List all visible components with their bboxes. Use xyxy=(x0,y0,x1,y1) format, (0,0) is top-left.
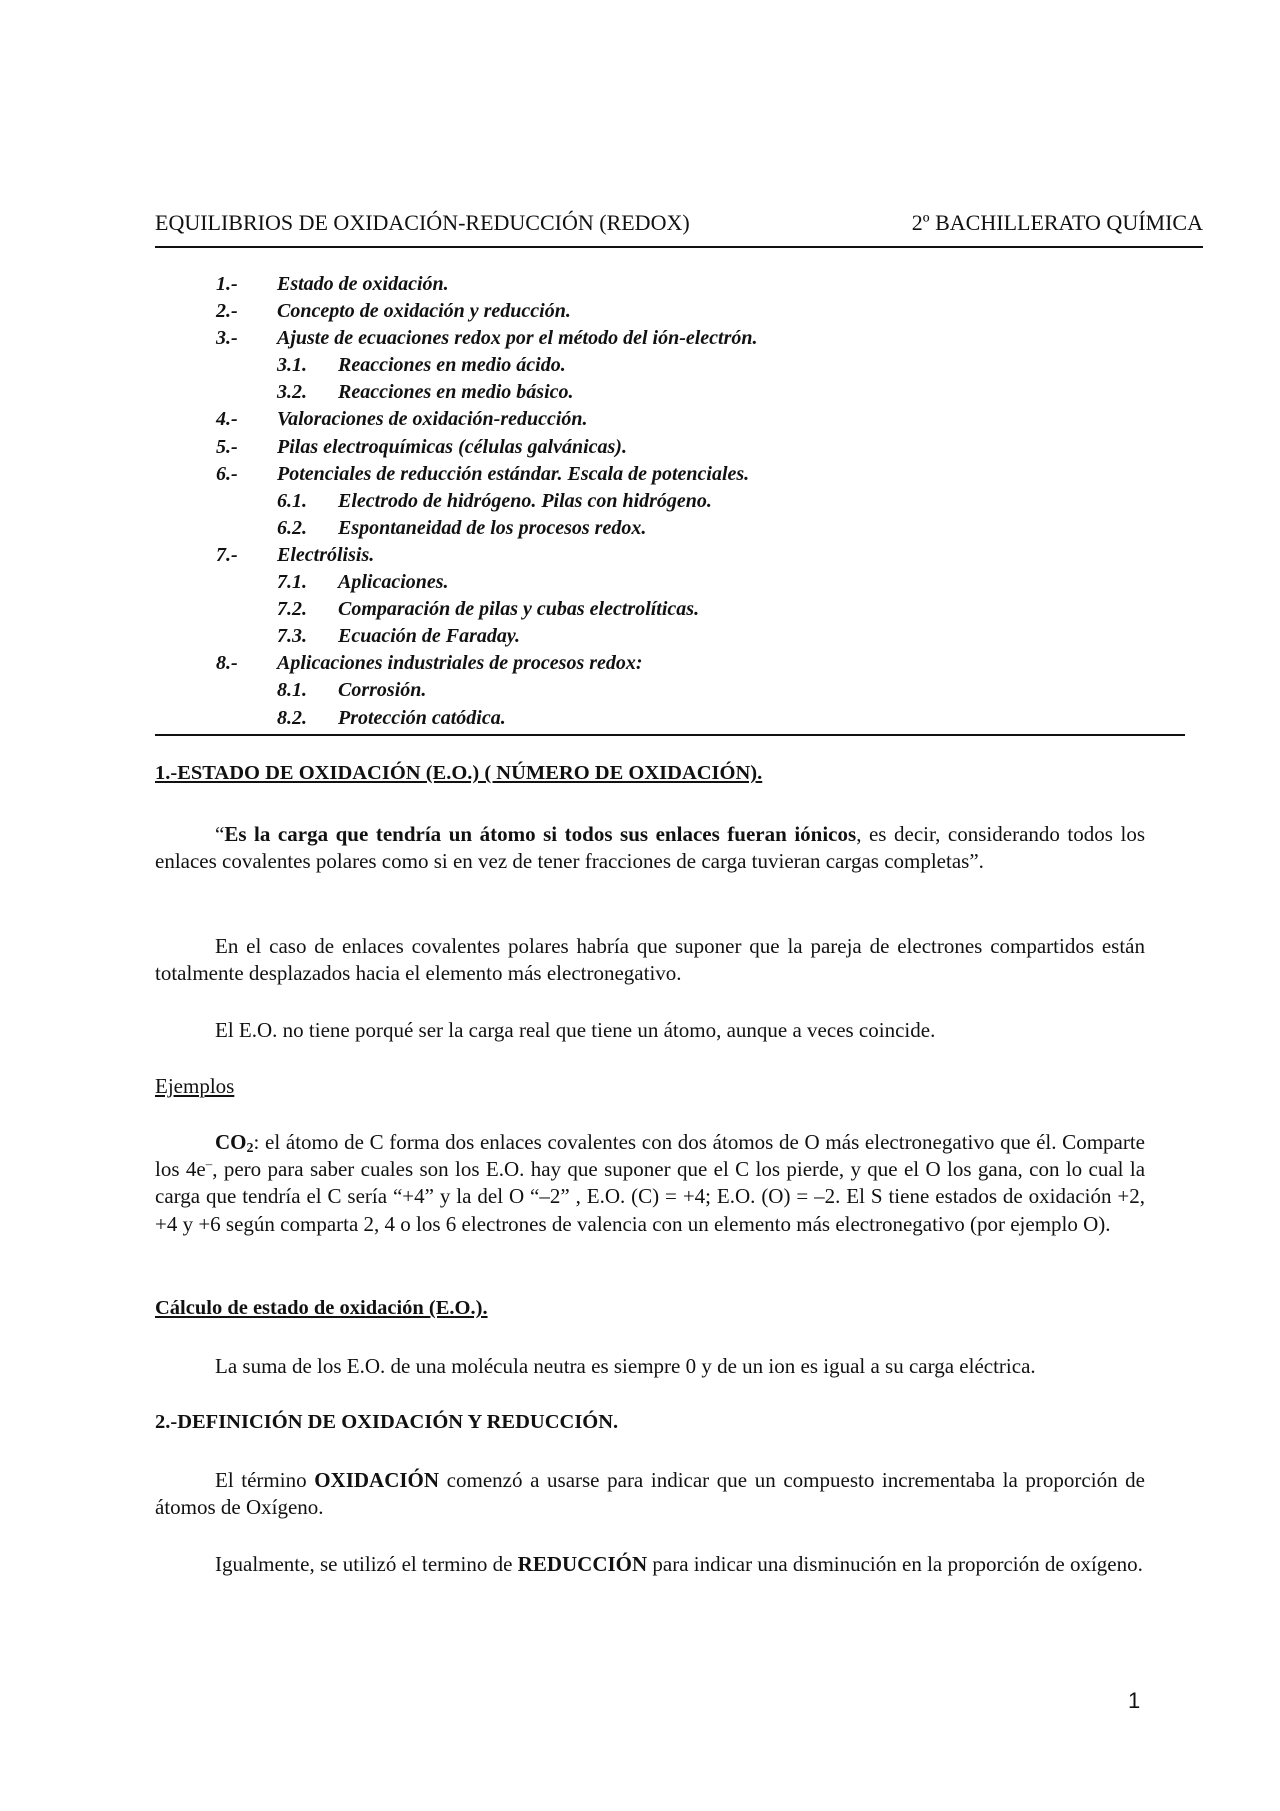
oxidation-text-a: El término xyxy=(215,1468,315,1492)
toc-title: Comparación de pilas y cubas electrolíticas. xyxy=(338,598,700,621)
toc-rule xyxy=(155,734,1185,736)
example-paragraph xyxy=(155,1129,1145,1238)
toc-number: 7.2. xyxy=(277,598,307,621)
toc-title: Ajuste de ecuaciones redox por el método del ión-electrón. xyxy=(277,327,758,350)
toc-number: 8.1. xyxy=(277,679,307,702)
toc-title: Valoraciones de oxidación-reducción. xyxy=(277,408,588,431)
toc-number: 4.- xyxy=(216,408,238,431)
example-text-1: : el átomo de C forma dos enlaces covalentes con dos átomos de O más electronegativo que él. Comparte los 4e xyxy=(155,1130,1145,1182)
co2-formula xyxy=(215,1130,254,1154)
definition-paragraph xyxy=(155,821,1145,875)
toc-number: 1.- xyxy=(216,273,238,295)
toc-title: Reacciones en medio ácido. xyxy=(338,354,566,377)
toc-number: 7.1. xyxy=(277,571,307,594)
page-header xyxy=(155,210,1203,236)
toc-number: 3.1. xyxy=(277,354,307,377)
toc-number: 6.- xyxy=(216,462,238,485)
calc-heading: Cálculo de estado de oxidación (E.O.). xyxy=(155,1297,488,1319)
toc-number: 7.3. xyxy=(277,625,307,648)
oxidation-term: OXIDACIÓN xyxy=(314,1468,440,1492)
toc-title: Potenciales de reducción estándar. Escala de potenciales. xyxy=(277,462,750,485)
reduction-text-a: Igualmente, se utilizó el termino de xyxy=(215,1552,518,1576)
reduction-text-b: para indicar una disminución en la proporción de oxígeno. xyxy=(647,1552,1143,1576)
page-number: 1 xyxy=(1128,1688,1141,1713)
toc-number: 2.- xyxy=(216,300,238,323)
real-charge-paragraph: El E.O. no tiene porqué ser la carga real que tiene un átomo, aunque a veces coincide. xyxy=(215,1018,936,1042)
header-rule xyxy=(155,246,1203,248)
formula-subscript: 2 xyxy=(246,1141,254,1156)
toc-title: Ecuación de Faraday. xyxy=(338,625,521,648)
toc-title: Aplicaciones. xyxy=(338,571,449,594)
toc-number: 3.- xyxy=(216,327,238,350)
toc-title: Concepto de oxidación y reducción. xyxy=(277,300,571,323)
polar-bonds-paragraph: En el caso de enlaces covalentes polares habría que suponer que la pareja de electrones compartidos están totalmente desplazados hacia el elemento más electronegativo. xyxy=(155,934,1145,986)
toc-title: Pilas electroquímicas (células galvánicas). xyxy=(277,435,627,458)
toc-number: 6.1. xyxy=(277,489,307,512)
toc-number: 5.- xyxy=(216,435,238,458)
toc-number: 7.- xyxy=(216,543,238,566)
formula-text: CO xyxy=(215,1130,247,1154)
examples-label: Ejemplos xyxy=(155,1074,235,1098)
definition-bold: Es la carga que tendría un átomo si todos sus enlaces fueran iónicos xyxy=(224,822,857,846)
reduction-paragraph xyxy=(155,1551,1145,1578)
toc-title: Aplicaciones industriales de procesos redox: xyxy=(277,652,643,675)
open-quote: “ xyxy=(215,822,225,846)
toc-title: Espontaneidad de los procesos redox. xyxy=(338,516,647,539)
oxidation-text-b: comenzó a usarse para indicar que un compuesto incrementaba la proporción de átomos de Oxígeno. xyxy=(155,1468,1145,1520)
toc-number: 3.2. xyxy=(277,381,307,404)
toc-title: Electrodo de hidrógeno. Pilas con hidrógeno. xyxy=(338,489,712,512)
toc-title: Reacciones en medio básico. xyxy=(338,381,574,404)
toc-title: Estado de oxidación. xyxy=(277,273,449,295)
section2-heading: 2.-DEFINICIÓN DE OXIDACIÓN Y REDUCCIÓN. xyxy=(155,1411,619,1433)
toc-number: 8.2. xyxy=(277,706,307,729)
toc-title: Protección catódica. xyxy=(338,706,506,729)
oxidation-paragraph xyxy=(155,1467,1145,1521)
toc-number: 8.- xyxy=(216,652,238,675)
section1-heading: 1.-ESTADO DE OXIDACIÓN (E.O.) ( NÚMERO DE OXIDACIÓN). xyxy=(155,762,763,784)
toc-number: 6.2. xyxy=(277,516,307,539)
toc-title: Electrólisis. xyxy=(277,543,375,566)
definition-rest: , es decir, considerando todos los enlaces covalentes polares como si en vez de tener fracciones de carga tuvieran cargas completas”. xyxy=(155,822,1145,874)
electron-superscript: – xyxy=(205,1156,213,1172)
reduction-term: REDUCCIÓN xyxy=(517,1552,648,1576)
calc-paragraph: La suma de los E.O. de una molécula neutra es siempre 0 y de un ion es igual a su carga eléctrica. xyxy=(215,1354,1036,1378)
header-title: EQUILIBRIOS DE OXIDACIÓN-REDUCCIÓN (REDOX) xyxy=(155,210,690,235)
example-text-2: , pero para saber cuales son los E.O. hay que suponer que el C los pierde, y que el O los gana, con lo cual la carga que tendría el C sería “+4” y la del O “–2” , E.O. (C) = +4; E.O. (O) = –2. El S tiene estados de oxidación +2, +4 y +6 según comparta 2, 4 o los 6 electrones de valencia con un elemento más electronegativo (por ejemplo O). xyxy=(155,1157,1146,1236)
header-course: 2º BACHILLERATO QUÍMICA xyxy=(911,210,1203,235)
toc-title: Corrosión. xyxy=(338,679,427,702)
